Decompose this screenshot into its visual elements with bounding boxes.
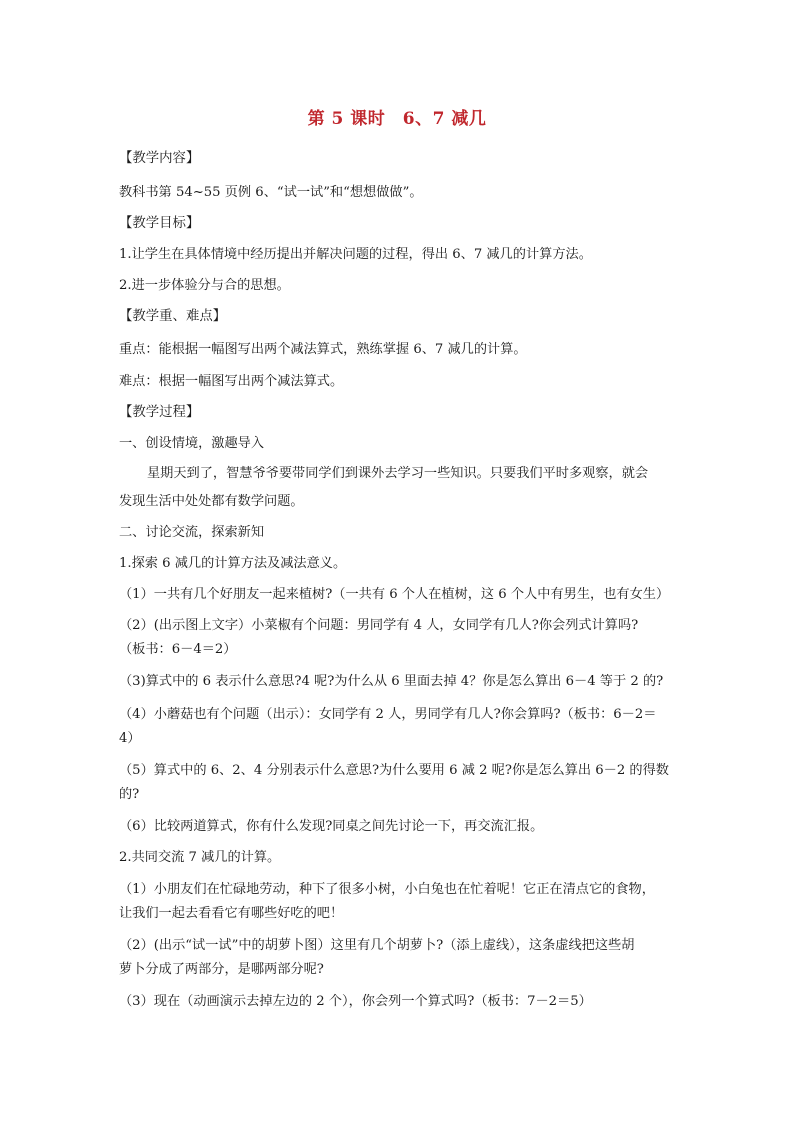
question-1-3: （3)算式中的 6 表示什么意思?4 呢?为什么从 6 里面去掉 4？你是怎么算出 6－4 等于 2 的?	[119, 674, 664, 689]
goal-item-2: 2.进一步体验分与合的思想。	[119, 278, 290, 293]
paragraph-intro-line-2: 发现生活中处处都有数学问题。	[119, 494, 304, 509]
question-1-6: （6）比较两道算式，你有什么发现?同桌之间先讨论一下，再交流汇报。	[119, 819, 544, 834]
subsection-2-heading: 2.共同交流 7 减几的计算。	[119, 850, 281, 865]
paragraph-textbook-pages: 教科书第 54~55 页例 6、“试一试”和“想想做做”。	[119, 185, 423, 200]
goal-item-1: 1.让学生在具体情境中经历提出并解决问题的过程，得出 6、7 减几的计算方法。	[119, 247, 592, 262]
question-2-2-line-2: 萝卜分成了两部分，是哪两部分呢?	[119, 962, 324, 977]
question-1-4-line-2: 4）	[119, 731, 141, 746]
question-2-1-line-2: 让我们一起去看看它有哪些好吃的吧！	[119, 906, 344, 921]
key-point-focus: 重点：能根据一幅图写出两个减法算式，熟练掌握 6、7 减几的计算。	[119, 342, 527, 357]
question-1-5-line-1: （5）算式中的 6、2、4 分别表示什么意思?为什么要用 6 减 2 呢?你是怎么算出 6－2 的得数	[119, 763, 669, 778]
section-heading-process: 【教学过程】	[119, 405, 200, 420]
question-1-5-line-2: 的?	[119, 787, 140, 802]
section-heading-goals: 【教学目标】	[119, 216, 200, 231]
section-heading-content: 【教学内容】	[119, 151, 200, 166]
step-heading-1: 一、创设情境，激趣导入	[119, 436, 265, 451]
lesson-title: 第 5 课时 6、7 减几	[307, 109, 487, 129]
section-heading-key-points: 【教学重、难点】	[119, 309, 227, 324]
question-2-2-line-1: （2）(出示“试一试”中的胡萝卜图）这里有几个胡萝卜?（添上虚线），这条虚线把这些胡	[119, 938, 635, 953]
paragraph-intro-line-1: 星期天到了，智慧爷爷要带同学们到课外去学习一些知识。只要我们平时多观察，就会	[147, 466, 649, 481]
question-2-3: （3）现在（动画演示去掉左边的 2 个），你会列一个算式吗?（板书：7－2＝5）	[119, 994, 592, 1009]
question-1-2-line-2: （板书：6－4＝2）	[119, 642, 237, 657]
question-1-4-line-1: （4）小蘑菇也有个问题（出示）：女同学有 2 人，男同学有几人?你会算吗?（板书：6－2＝	[119, 707, 657, 722]
step-heading-2: 二、讨论交流，探索新知	[119, 525, 265, 540]
subsection-1-heading: 1.探索 6 减几的计算方法及减法意义。	[119, 556, 347, 571]
question-1-1: （1）一共有几个好朋友一起来植树?（一共有 6 个人在植树，这 6 个人中有男生，也有女生）	[119, 587, 670, 602]
key-point-difficulty: 难点：根据一幅图写出两个减法算式。	[119, 374, 344, 389]
question-1-2-line-1: （2）(出示图上文字）小菜椒有个问题：男同学有 4 人，女同学有几人?你会列式计算吗?	[119, 618, 639, 633]
question-2-1-line-1: （1）小朋友们在忙碌地劳动，种下了很多小树，小白兔也在忙着呢！它正在清点它的食物，	[119, 882, 655, 897]
